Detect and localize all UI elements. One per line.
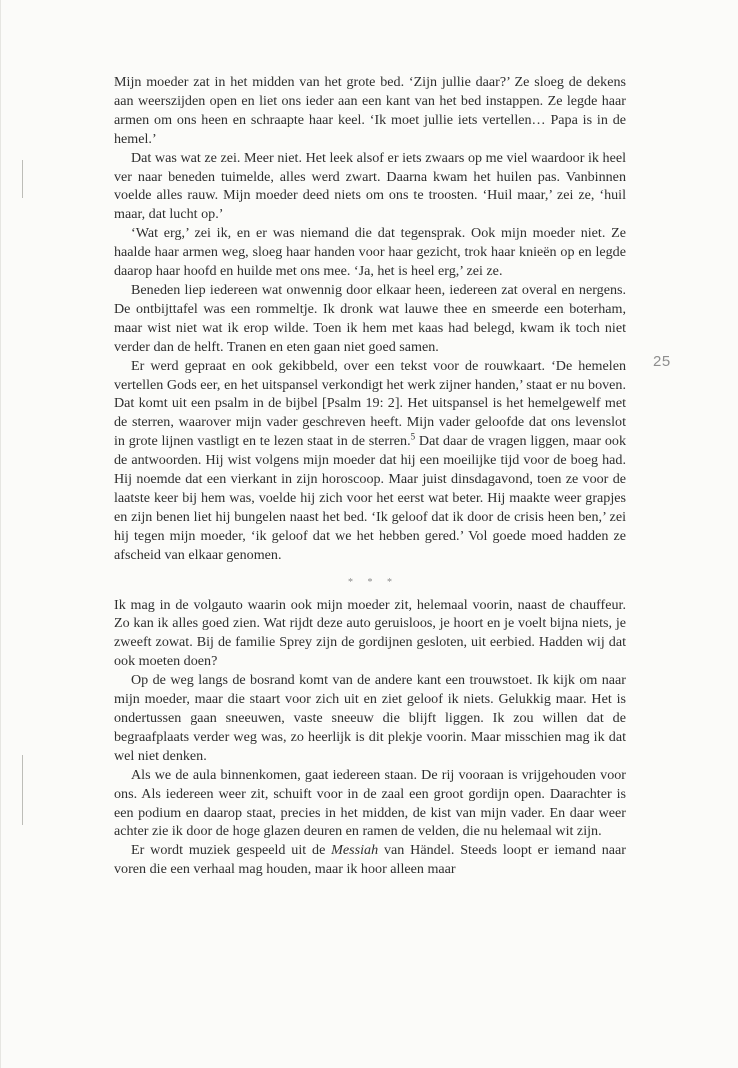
footnote-marker[interactable]: 5 — [410, 431, 416, 442]
paragraph-with-footnote — [114, 357, 626, 565]
paragraph: Dat was wat ze zei. Meer niet. Het leek alsof er iets zwaars op me viel waardoor ik heel ver naar beneden tuimelde, alles werd zwart. Daarna kwam het huilen pas. Vanbinnen voelde alles rauw. Mijn moeder deed niets om ons te troosten. ‘Huil maar,’ zei ze, ‘huil maar, dat lucht op.’ — [114, 149, 626, 223]
body-text — [114, 73, 626, 879]
section-separator: * * * — [348, 576, 398, 588]
binding-mark-bottom — [22, 755, 23, 825]
paragraph: Mijn moeder zat in het midden van het grote bed. ‘Zijn jullie daar?’ Ze sloeg de dekens aan weerszijden open en liet ons ieder aan een kant van het bed instappen. Ze legde haar armen om ons heen en schraapte haar keel. ‘Ik moet jullie iets vertellen… Papa is in de hemel.’ — [114, 74, 626, 147]
binding-mark-top — [22, 160, 23, 198]
paragraph-text: Er werd gepraat en ook gekibbeld, over een tekst voor de rouwkaart. ‘De hemelen vertellen Gods eer, en het uitspansel verkondigt het werk zijner handen,’ staat er nu boven. Dat komt uit een psalm in de bijbel [Psalm 19: 2]. Het uitspansel is het hemelgewelf met de sterren, waarover mijn vader geschreven heeft. Mijn vader geloofde dat ons levenslot in grote lijnen vastligt en te lezen staat in de sterren. — [114, 357, 626, 450]
paragraph: Als we de aula binnenkomen, gaat iedereen staan. De rij vooraan is vrijgehouden voor ons. Als iedereen weer zit, schuift voor in de zaal een groot gordijn open. Daarachter is een podium en daarop staat, precies in het midden, de kist van mijn vader. En daar weer achter zie ik door de hoge glazen deuren en ramen de velden, die nu helemaal wit zijn. — [114, 766, 626, 840]
paragraph: ‘Wat erg,’ zei ik, en er was niemand die dat tegensprak. Ook mijn moeder niet. Ze haalde haar armen weg, sloeg haar handen voor haar gezicht, trok haar knieën op en legde daarop haar hoofd en huilde met ons mee. ‘Ja, het is heel erg,’ zei ze. — [114, 225, 626, 280]
paragraph-text: Dat daar de vragen liggen, maar ook de antwoorden. Hij wist volgens mijn moeder dat hij een moeilijke tijd voor de boeg had. Hij noemde dat een vierkant in zijn horoscoop. Maar juist dinsdagavond, toen ze voor de laatste keer bij hem was, voelde hij zich voor het eerst wat beter. Hij maakte weer grapjes en zijn benen liet hij bungelen naast het bed. ‘Ik geloof dat ik door de crisis heen ben,’ zei hij tegen mijn moeder, ‘ik geloof dat we het hebben gered.’ Vol goede moed hadden ze afscheid van elkaar genomen. — [114, 433, 626, 563]
paragraph: Ik mag in de volgauto waarin ook mijn moeder zit, helemaal voorin, naast de chauffeur. Zo kan ik alles goed zien. Wat rijdt deze auto geruisloos, je hoort en je voelt bijna niets, je zweeft zowat. Bij de familie Sprey zijn de gordijnen gesloten, uit eerbied. Hadden wij dat ook moeten doen? — [114, 596, 626, 670]
paragraph: Beneden liep iedereen wat onwennig door elkaar heen, iedereen zat overal en nergens. De ontbijttafel was een rommeltje. Ik dronk wat lauwe thee en smeerde een boterham, maar wist niet wat ik erop wilde. Toen ik hem met kaas had belegd, kwam ik toch niet verder dan de helft. Tranen en eten gaan niet goed samen. — [114, 281, 626, 355]
page-number: 25 — [653, 353, 671, 370]
paragraph: Op de weg langs de bosrand komt van de andere kant een trouwstoet. Ik kijk om naar mijn moeder, maar die staart voor zich uit en ziet geloof ik niets. Gelukkig maar. Het is ondertussen gaan sneeuwen, vaste sneeuw die blijft liggen. Ik zou willen dat de begraafplaats verder weg was, zo heerlijk is dit plekje voorin. Maar misschien mag ik dat wel niet denken. — [114, 672, 626, 764]
paragraph — [114, 841, 626, 879]
paragraph-text: van Händel. Steeds loopt er iemand naar voren die een verhaal mag houden, maar ik hoor alleen maar — [114, 842, 626, 878]
work-title: Messiah — [331, 842, 379, 859]
paragraph-text: Er wordt muziek gespeeld uit de — [131, 842, 332, 859]
